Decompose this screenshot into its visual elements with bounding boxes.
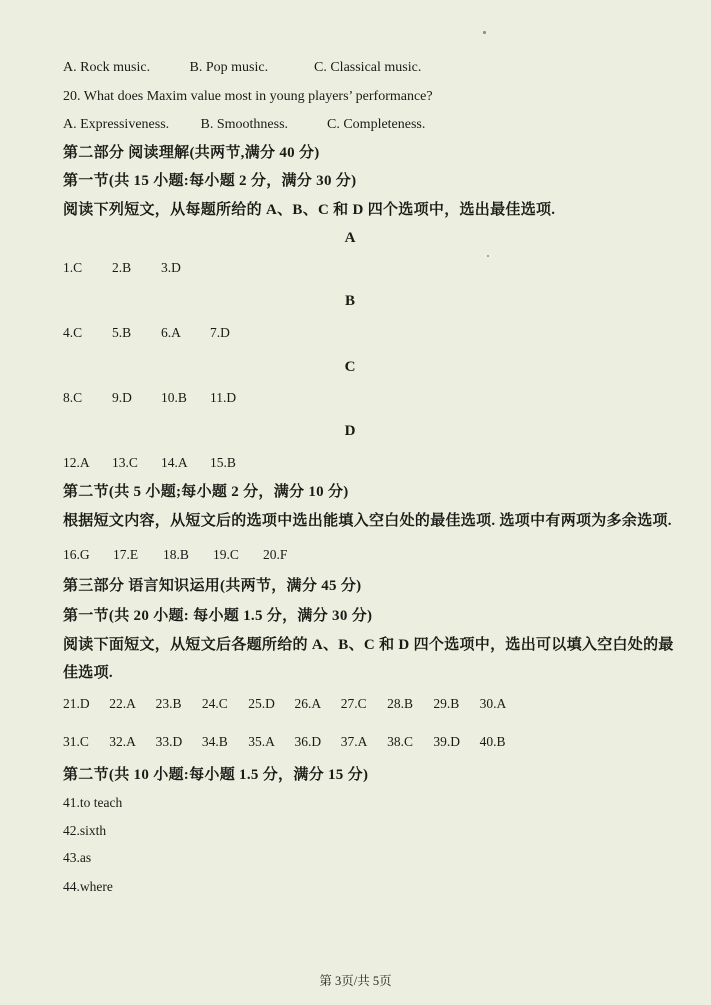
- answer-row: [63, 546, 313, 564]
- answer-item: 9.D: [112, 390, 132, 405]
- page-footer: 第 3页/共 5页: [319, 974, 392, 988]
- answer-item: 27.C: [340, 696, 367, 711]
- answer-item: 2.B: [112, 260, 132, 275]
- answer-item: 1.C: [63, 260, 83, 275]
- answer-item: 40.B: [479, 734, 506, 749]
- answer-item: 28.B: [387, 696, 413, 711]
- option-b: B. Pop music.: [189, 60, 269, 75]
- option-c: C. Classical music.: [314, 60, 422, 75]
- answer-row: [63, 389, 259, 407]
- answer-item: 11.D: [210, 390, 237, 405]
- answer-item: 38.C: [387, 734, 413, 749]
- fill-in-answer: 44.where: [63, 879, 113, 894]
- answer-item: 20.F: [263, 547, 288, 562]
- passage-d-label: D: [344, 423, 356, 439]
- option-b: B. Smoothness.: [200, 117, 289, 132]
- part2-section1-instructions: 阅读下列短文，从每题所给的 A、B、C 和 D 四个选项中，选出最佳选项.: [63, 202, 556, 218]
- option-c: C. Completeness.: [327, 117, 426, 132]
- answer-item: 3.D: [161, 260, 181, 275]
- answer-item: 18.B: [163, 547, 189, 562]
- answer-row: [63, 259, 210, 277]
- answer-item: 33.D: [155, 734, 183, 749]
- question-20-options-row: [63, 116, 425, 134]
- scan-artifact-dot: [487, 255, 489, 257]
- answer-item: 24.C: [201, 696, 228, 711]
- answer-item: 29.B: [433, 696, 460, 711]
- answer-item: 37.A: [340, 734, 368, 749]
- fill-in-answer: 42.sixth: [63, 823, 107, 838]
- answer-item: 15.B: [210, 455, 236, 470]
- answer-row: [63, 733, 526, 751]
- answer-item: 23.B: [155, 696, 182, 711]
- answer-row: [63, 454, 259, 472]
- answer-item: 6.A: [161, 325, 181, 340]
- answer-item: 39.D: [433, 734, 460, 749]
- answer-item: 13.C: [112, 455, 138, 470]
- question-19-options-row: [63, 59, 421, 77]
- answer-item: 30.A: [479, 696, 507, 711]
- question-20-text: 20. What does Maxim value most in young players’ performance?: [63, 89, 433, 104]
- answer-item: 10.B: [161, 390, 187, 405]
- passage-c-label: C: [344, 359, 356, 375]
- answer-item: 31.C: [63, 734, 89, 749]
- passage-b-label: B: [344, 293, 355, 309]
- answer-row: [63, 324, 259, 342]
- answer-item: 35.A: [248, 734, 275, 749]
- part2-section2-instructions: 根据短文内容，从短文后的选项中选出能填入空白处的最佳选项. 选项中有两项为多余选项.: [63, 513, 672, 529]
- option-a: A. Rock music.: [63, 60, 151, 75]
- answer-item: 34.B: [201, 734, 228, 749]
- answer-item: 8.C: [63, 390, 83, 405]
- answer-item: 4.C: [63, 325, 83, 340]
- part3-section1-instructions: 阅读下面短文，从短文后各题所给的 A、B、C 和 D 四个选项中，选出可以填入空白处的最佳选项.: [63, 637, 674, 681]
- part2-section2-title: 第二节(共 5 小题;每小题 2 分，满分 10 分): [63, 484, 349, 500]
- answer-item: 16.G: [63, 547, 90, 562]
- answer-item: 14.A: [161, 455, 188, 470]
- answer-item: 36.D: [294, 734, 322, 749]
- answer-item: 26.A: [294, 696, 322, 711]
- part2-section1-title: 第一节(共 15 小题:每小题 2 分，满分 30 分): [63, 173, 357, 189]
- part3-section1-title: 第一节(共 20 小题: 每小题 1.5 分，满分 30 分): [63, 608, 373, 624]
- part3-title: 第三部分 语言知识运用(共两节，满分 45 分): [63, 578, 362, 594]
- scan-artifact-dot: [483, 31, 486, 34]
- answer-item: 25.D: [248, 696, 275, 711]
- answer-item: 17.E: [113, 547, 139, 562]
- answer-item: 21.D: [63, 696, 90, 711]
- fill-in-answer: 43.as: [63, 850, 92, 865]
- part3-section2-title: 第二节(共 10 小题:每小题 1.5 分，满分 15 分): [63, 767, 369, 783]
- answer-item: 5.B: [112, 325, 132, 340]
- answer-item: 7.D: [210, 325, 230, 340]
- fill-in-answer: 41.to teach: [63, 795, 123, 810]
- passage-a-label: A: [344, 230, 356, 246]
- answer-item: 32.A: [109, 734, 136, 749]
- answer-item: 19.C: [213, 547, 239, 562]
- answer-item: 12.A: [63, 455, 90, 470]
- answer-item: 22.A: [109, 696, 136, 711]
- part2-title: 第二部分 阅读理解(共两节,满分 40 分): [63, 145, 320, 161]
- option-a: A. Expressiveness.: [63, 117, 170, 132]
- answer-row: [63, 695, 526, 713]
